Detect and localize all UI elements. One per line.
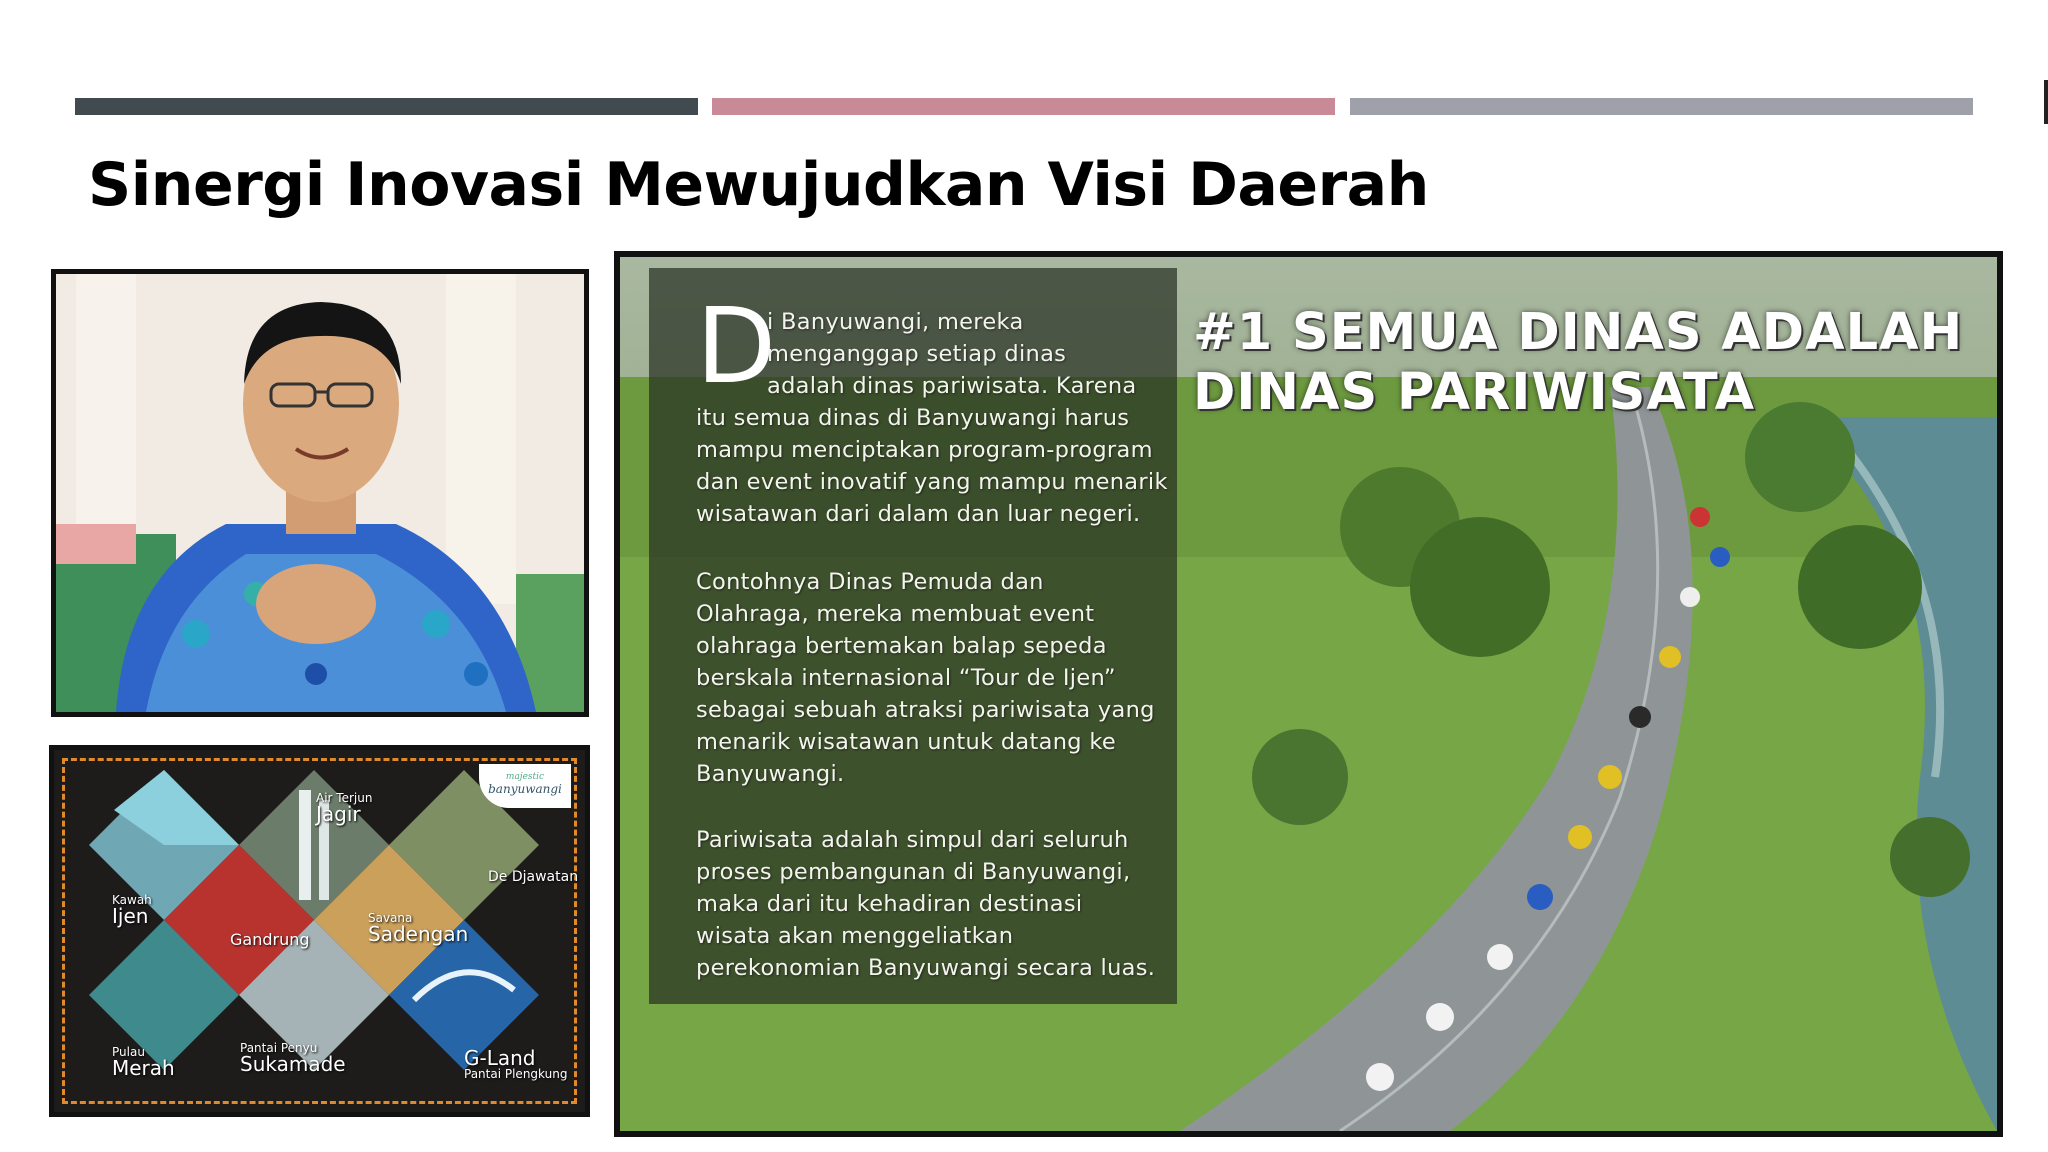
destination-label: Kawah Ijen xyxy=(112,893,152,928)
paragraph-2 xyxy=(696,566,1155,790)
text-line: wisatawan dari dalam dan luar negeri. xyxy=(696,501,1141,527)
paragraph-3 xyxy=(696,824,1155,984)
text-line: Banyuwangi. xyxy=(696,761,845,787)
headline-line: #1 SEMUA DINAS ADALAH xyxy=(1193,303,1964,362)
paragraph-1 xyxy=(696,402,1168,530)
edge-marker xyxy=(2044,80,2048,124)
text-line: itu semua dinas di Banyuwangi harus xyxy=(696,405,1130,431)
paragraph-1-intro xyxy=(767,306,1137,402)
destination-label: Pantai Penyu Sukamade xyxy=(240,1041,346,1076)
header-accent-bar-gray xyxy=(1350,98,1973,115)
header-accent-bar-dark xyxy=(75,98,698,115)
text-line: sebagai sebuah atraksi pariwisata yang xyxy=(696,697,1155,723)
poster-headline xyxy=(1193,303,1963,423)
destination-label: De Djawatan xyxy=(488,869,579,885)
header-accent-bar-pink xyxy=(712,98,1335,115)
text-line: Olahraga, mereka membuat event xyxy=(696,601,1095,627)
slide-title: Sinergi Inovasi Mewujudkan Visi Daerah xyxy=(88,150,1429,220)
destination-label: G-Land Pantai Plengkung xyxy=(464,1046,568,1081)
text-line: Pariwisata adalah simpul dari seluruh xyxy=(696,827,1129,853)
text-line: i Banyuwangi, mereka xyxy=(767,309,1024,335)
destination-label: Air Terjun Jagir xyxy=(316,791,373,826)
text-line: mampu menciptakan program-program xyxy=(696,437,1153,463)
destination-label: Pulau Merah xyxy=(112,1045,175,1080)
text-line: berskala internasional “Tour de Ijen” xyxy=(696,665,1116,691)
text-line: menganggap setiap dinas xyxy=(767,341,1067,367)
drop-cap: D xyxy=(696,285,777,407)
text-line: olahraga bertemakan balap sepeda xyxy=(696,633,1107,659)
logo-small-text: majestic xyxy=(505,772,545,782)
text-line: Contohnya Dinas Pemuda dan xyxy=(696,569,1044,595)
destinations-collage xyxy=(49,745,590,1117)
text-line: maka dari itu kehadiran destinasi xyxy=(696,891,1083,917)
text-line: adalah dinas pariwisata. Karena xyxy=(767,373,1137,399)
text-line: dan event inovatif yang mampu menarik xyxy=(696,469,1168,495)
banyuwangi-logo xyxy=(479,764,571,808)
text-panel xyxy=(649,268,1177,1004)
logo-big-text: banyuwangi xyxy=(488,782,562,796)
destination-label: Savana Sadengan xyxy=(368,911,469,946)
headline-line: DINAS PARIWISATA xyxy=(1193,363,1756,422)
text-line: wisata akan menggeliatkan xyxy=(696,923,1014,949)
text-line: perekonomian Banyuwangi secara luas. xyxy=(696,955,1156,981)
destination-label: Gandrung xyxy=(230,930,310,949)
tourism-poster xyxy=(614,251,2003,1137)
portrait-photo xyxy=(51,269,589,717)
text-line: proses pembangunan di Banyuwangi, xyxy=(696,859,1131,885)
text-line: menarik wisatawan untuk datang ke xyxy=(696,729,1116,755)
